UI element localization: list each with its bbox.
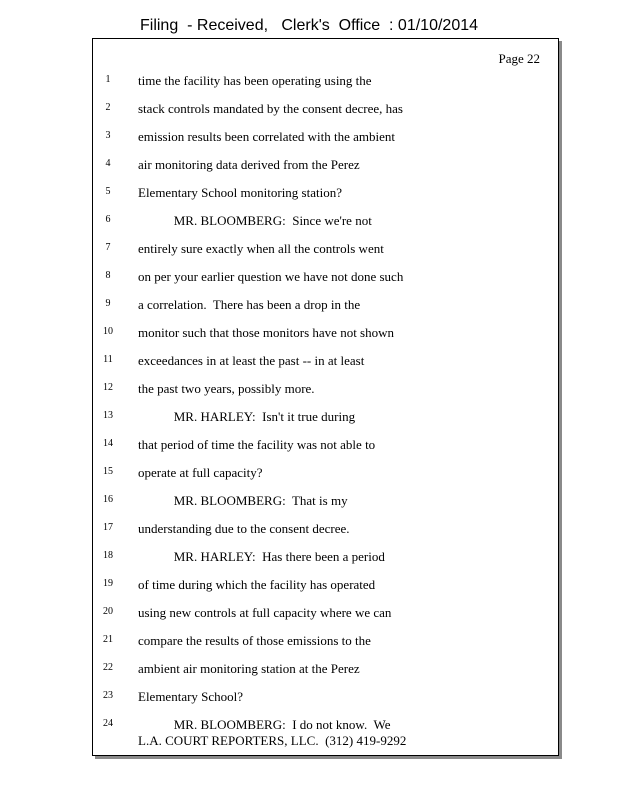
transcript-line xyxy=(93,689,553,717)
line-text: MR. BLOOMBERG: I do not know. We xyxy=(138,717,391,732)
transcript-line xyxy=(93,605,553,633)
line-number: 10 xyxy=(103,326,113,337)
line-number: 16 xyxy=(103,494,113,505)
line-text: MR. HARLEY: Has there been a period xyxy=(138,549,385,564)
line-number: 22 xyxy=(103,662,113,673)
transcript-line xyxy=(93,633,553,661)
line-text: operate at full capacity? xyxy=(138,465,263,480)
transcript-line xyxy=(93,577,553,605)
line-number: 23 xyxy=(103,690,113,701)
transcript-line xyxy=(93,269,553,297)
line-number: 12 xyxy=(103,382,113,393)
line-text: the past two years, possibly more. xyxy=(138,381,315,396)
page-number: Page 22 xyxy=(498,51,540,66)
line-number: 21 xyxy=(103,634,113,645)
line-text: using new controls at full capacity where we can xyxy=(138,605,392,620)
filing-stamp-header: Filing - Received, Clerk's Office : 01/10/2014 xyxy=(139,17,479,34)
transcript-line xyxy=(93,465,553,493)
line-number: 6 xyxy=(105,214,111,225)
line-number: 1 xyxy=(105,74,111,85)
line-text: compare the results of those emissions to the xyxy=(138,633,371,648)
transcript-line xyxy=(93,241,553,269)
line-number: 15 xyxy=(103,466,113,477)
transcript-line xyxy=(93,129,553,157)
line-text: a correlation. There has been a drop in the xyxy=(138,297,361,312)
line-number: 7 xyxy=(105,242,111,253)
line-number: 4 xyxy=(105,158,111,169)
transcript-line xyxy=(93,101,553,129)
line-number: 20 xyxy=(103,606,113,617)
transcript-line xyxy=(93,185,553,213)
line-number: 14 xyxy=(103,438,113,449)
line-number: 3 xyxy=(105,130,111,141)
line-number: 13 xyxy=(103,410,113,421)
line-text: Elementary School? xyxy=(138,689,244,704)
transcript-line xyxy=(93,521,553,549)
line-number: 11 xyxy=(103,354,113,365)
line-number: 2 xyxy=(105,102,111,113)
line-number: 5 xyxy=(105,186,111,197)
transcript-line xyxy=(93,213,553,241)
line-text: understanding due to the consent decree. xyxy=(138,521,350,536)
line-number: 18 xyxy=(103,550,113,561)
line-number: 8 xyxy=(105,270,111,281)
line-text: monitor such that those monitors have not shown xyxy=(138,325,395,340)
line-number: 17 xyxy=(103,522,113,533)
transcript-line xyxy=(93,661,553,689)
line-text: exceedances in at least the past -- in at least xyxy=(138,353,365,368)
transcript-line xyxy=(93,409,553,437)
line-text: stack controls mandated by the consent decree, has xyxy=(138,101,403,116)
line-text: that period of time the facility was not able to xyxy=(138,437,376,452)
transcript-line xyxy=(93,437,553,465)
line-text: on per your earlier question we have not done such xyxy=(138,269,404,284)
line-number: 24 xyxy=(103,718,113,729)
transcript-line xyxy=(93,353,553,381)
line-text: MR. HARLEY: Isn't it true during xyxy=(138,409,356,424)
line-number: 9 xyxy=(105,298,111,309)
line-text: entirely sure exactly when all the controls went xyxy=(138,241,384,256)
line-number: 19 xyxy=(103,578,113,589)
transcript-line xyxy=(93,381,553,409)
transcript-line xyxy=(93,325,553,353)
line-text: time the facility has been operating using the xyxy=(138,73,372,88)
line-text: emission results been correlated with the ambient xyxy=(138,129,396,144)
line-text: Elementary School monitoring station? xyxy=(138,185,342,200)
transcript-line xyxy=(93,549,553,577)
transcript-line xyxy=(93,493,553,521)
line-text: MR. BLOOMBERG: Since we're not xyxy=(138,213,372,228)
line-text: air monitoring data derived from the Perez xyxy=(138,157,360,172)
court-reporter-footer: L.A. COURT REPORTERS, LLC. (312) 419-9292 xyxy=(138,733,407,748)
transcript-line xyxy=(93,157,553,185)
transcript-line xyxy=(93,73,553,101)
line-text: of time during which the facility has operated xyxy=(138,577,376,592)
line-text: MR. BLOOMBERG: That is my xyxy=(138,493,348,508)
line-text: ambient air monitoring station at the Perez xyxy=(138,661,360,676)
transcript-line xyxy=(93,297,553,325)
transcript-page xyxy=(92,38,559,756)
